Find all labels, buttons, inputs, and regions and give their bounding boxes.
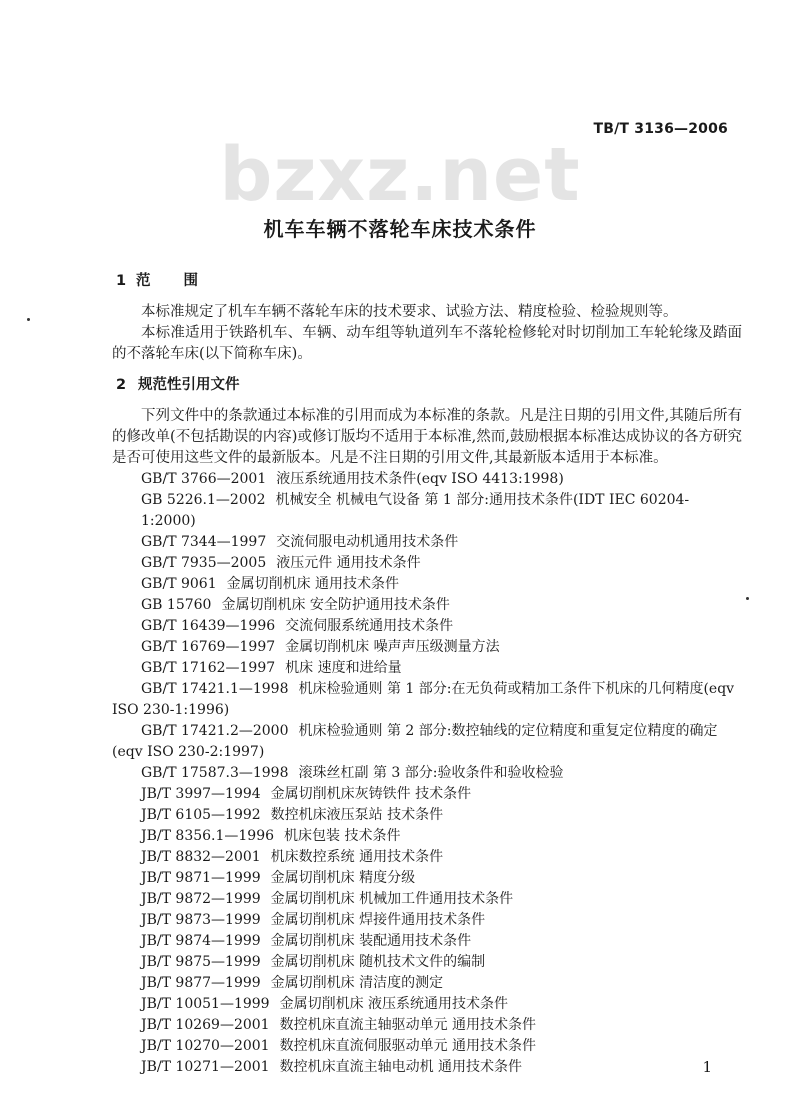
reference-title: 数控机床直流伺服驱动单元 通用技术条件	[279, 1038, 537, 1054]
reference-code: JB/T 9875—1999	[141, 954, 261, 970]
reference-item	[112, 1057, 742, 1078]
reference-code: GB/T 7344—1997	[141, 534, 267, 550]
reference-item	[112, 469, 742, 490]
reference-title: 数控机床直流主轴驱动单元 通用技术条件	[279, 1017, 537, 1033]
reference-title: 金属切削机床 随机技术文件的编制	[270, 954, 486, 970]
reference-code: GB/T 7935—2005	[141, 555, 267, 571]
section-number: 2	[116, 377, 127, 393]
reference-title: 滚珠丝杠副 第 3 部分:验收条件和验收检验	[298, 765, 564, 781]
reference-item	[112, 532, 742, 553]
reference-title: 金属切削机床 通用技术条件	[226, 576, 400, 592]
reference-code: JB/T 9874—1999	[141, 933, 261, 949]
reference-title: 金属切削机床 液压系统通用技术条件	[279, 996, 509, 1012]
reference-code: JB/T 10269—2001	[141, 1017, 270, 1033]
standard-code: TB/T 3136—2006	[593, 121, 728, 137]
reference-item	[112, 847, 742, 868]
reference-item	[112, 595, 742, 616]
reference-title: 金属切削机床 清洁度的测定	[270, 975, 444, 991]
reference-code: GB/T 17421.2—2000	[141, 723, 289, 739]
reference-title: 机床数控系统 通用技术条件	[270, 849, 444, 865]
reference-title: 金属切削机床灰铸铁件 技术条件	[270, 786, 472, 802]
reference-item	[112, 616, 742, 637]
paragraph: 本标准规定了机车车辆不落轮车床的技术要求、试验方法、精度检验、检验规则等。	[141, 304, 678, 320]
reference-code: JB/T 9877—1999	[141, 975, 261, 991]
reference-title: 机床 速度和进给量	[285, 660, 402, 676]
reference-code: GB/T 16769—1997	[141, 639, 276, 655]
section-heading-scope	[116, 270, 742, 292]
reference-title: 交流伺服系统通用技术条件	[285, 618, 454, 634]
reference-code: JB/T 10051—1999	[141, 996, 270, 1012]
reference-code: GB/T 9061	[141, 576, 217, 592]
reference-title: 机床检验通则 第 2 部分:数控轴线的定位精度和重复定位精度的确定(eqv ISO 230-2:1997)	[112, 723, 718, 760]
reference-title: 机床包装 技术条件	[284, 828, 401, 844]
reference-title: 机械安全 机械电气设备 第 1 部分:通用技术条件(IDT IEC 60204-1:2000)	[141, 492, 690, 529]
reference-item	[112, 574, 742, 595]
reference-code: GB/T 16439—1996	[141, 618, 276, 634]
reference-item	[112, 490, 742, 532]
reference-item	[112, 637, 742, 658]
reference-item	[112, 994, 742, 1015]
reference-item	[112, 826, 742, 847]
paragraph: 本标准适用于铁路机车、车辆、动车组等轨道列车不落轮检修轮对时切削加工车轮轮缘及踏面的不落轮车床(以下简称车床)。	[112, 325, 742, 362]
reference-code: GB/T 17421.1—1998	[141, 681, 289, 697]
reference-code: JB/T 10271—2001	[141, 1059, 270, 1075]
scan-speck	[746, 597, 749, 600]
reference-title: 金属切削机床 安全防护通用技术条件	[221, 597, 450, 613]
reference-code: JB/T 9872—1999	[141, 891, 261, 907]
paragraph: 下列文件中的条款通过本标准的引用而成为本标准的条款。凡是注日期的引用文件,其随后所有的修改单(不包括勘误的内容)或修订版均不适用于本标准,然而,鼓励根据本标准达成协议的各方研究是否可使用这些文件的最新版本。凡是不注日期的引用文件,其最新版本适用于本标准。	[112, 408, 742, 466]
reference-code: GB/T 17162—1997	[141, 660, 276, 676]
reference-code: JB/T 8356.1—1996	[141, 828, 275, 844]
reference-item	[112, 1036, 742, 1057]
reference-item	[112, 868, 742, 889]
reference-code: JB/T 9873—1999	[141, 912, 261, 928]
reference-item	[112, 679, 742, 721]
reference-code: GB 5226.1—2002	[141, 492, 266, 508]
reference-item	[112, 889, 742, 910]
reference-item	[112, 973, 742, 994]
reference-code: JB/T 8832—2001	[141, 849, 261, 865]
reference-item	[112, 931, 742, 952]
reference-code: GB 15760	[141, 597, 212, 613]
reference-title: 液压元件 通用技术条件	[276, 555, 421, 571]
reference-title: 机床检验通则 第 1 部分:在无负荷或精加工条件下机床的几何精度(eqv ISO 230-1:1996)	[112, 681, 735, 718]
section-heading-normative-references	[116, 374, 742, 396]
document-body	[112, 270, 742, 1078]
reference-item	[112, 910, 742, 931]
page-number: 1	[702, 1058, 712, 1076]
reference-item	[112, 784, 742, 805]
watermark: bzxz.net	[219, 132, 581, 218]
reference-code: JB/T 6105—1992	[141, 807, 261, 823]
reference-title: 金属切削机床 焊接件通用技术条件	[270, 912, 486, 928]
reference-item	[112, 658, 742, 679]
reference-code: GB/T 17587.3—1998	[141, 765, 289, 781]
reference-title: 金属切削机床 精度分级	[270, 870, 416, 886]
reference-title: 数控机床直流主轴电动机 通用技术条件	[279, 1059, 523, 1075]
reference-code: GB/T 3766—2001	[141, 471, 267, 487]
reference-code: JB/T 10270—2001	[141, 1038, 270, 1054]
section-title: 范 围	[136, 273, 213, 289]
section-number: 1	[116, 273, 127, 289]
reference-item	[112, 721, 742, 763]
section-title: 规范性引用文件	[138, 377, 240, 393]
reference-title: 数控机床液压泵站 技术条件	[270, 807, 444, 823]
reference-code: JB/T 9871—1999	[141, 870, 261, 886]
document-title: 机车车辆不落轮车床技术条件	[263, 217, 537, 241]
reference-item	[112, 553, 742, 574]
reference-list	[112, 469, 742, 1078]
reference-title: 金属切削机床 噪声声压级测量方法	[285, 639, 500, 655]
reference-item	[112, 1015, 742, 1036]
reference-item	[112, 805, 742, 826]
reference-title: 交流伺服电动机通用技术条件	[276, 534, 459, 550]
scan-speck	[27, 318, 30, 321]
reference-title: 液压系统通用技术条件(eqv ISO 4413:1998)	[276, 471, 564, 487]
reference-title: 金属切削机床 装配通用技术条件	[270, 933, 472, 949]
reference-item	[112, 952, 742, 973]
reference-code: JB/T 3997—1994	[141, 786, 261, 802]
reference-item	[112, 763, 742, 784]
reference-title: 金属切削机床 机械加工件通用技术条件	[270, 891, 514, 907]
